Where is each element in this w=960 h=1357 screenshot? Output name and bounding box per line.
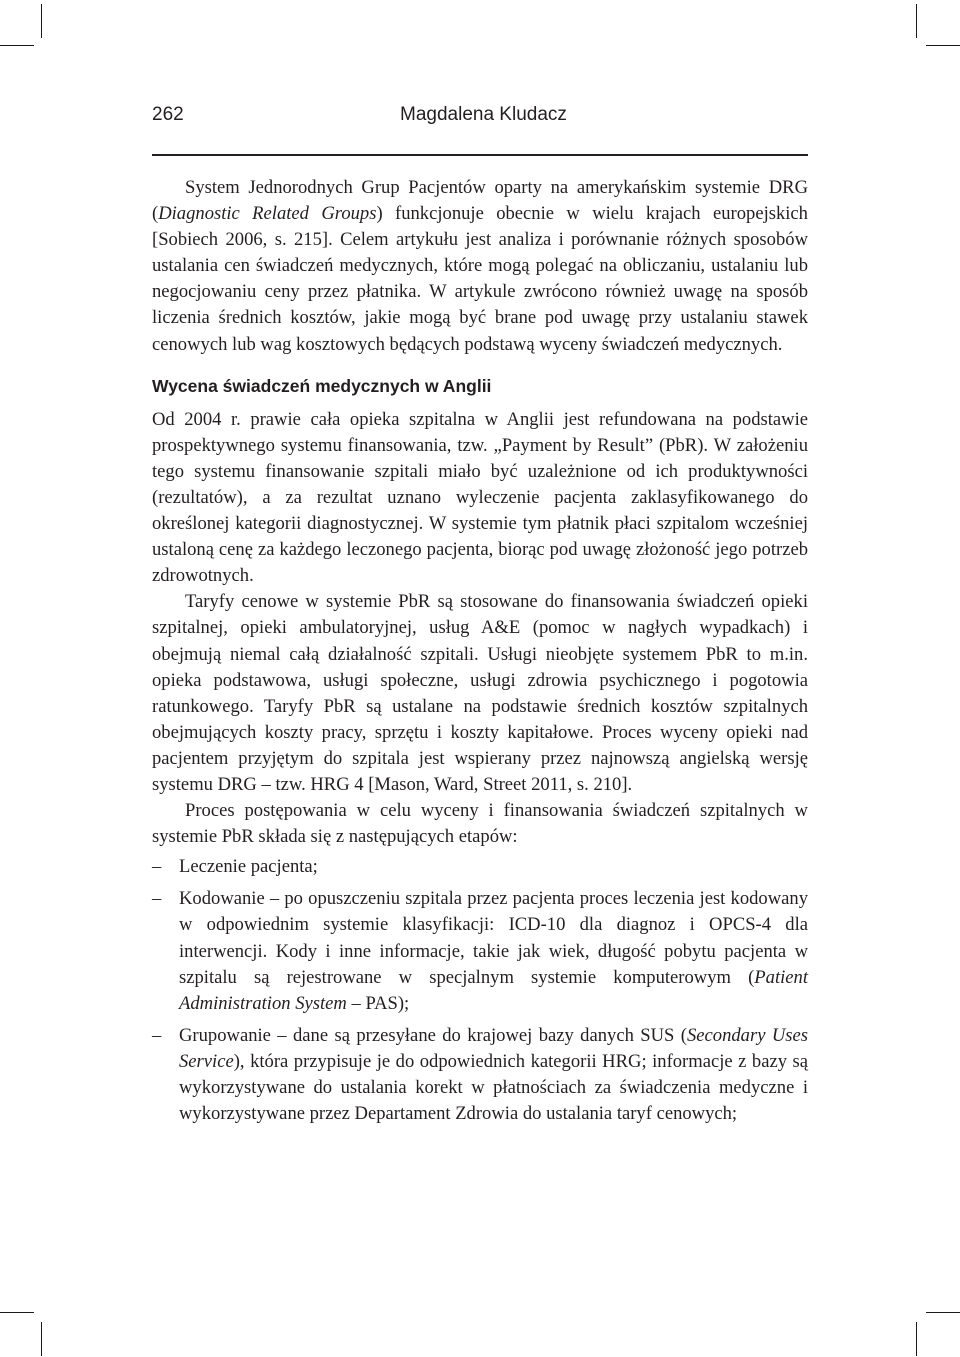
- crop-mark: [41, 1322, 42, 1356]
- text-run: System Jednorodnych Grup Pacjentów oparty na amerykańskim systemie DRG (: [152, 177, 808, 225]
- paragraph-process: Proces postępowania w celu wyceny i finansowania świadczeń szpitalnych w systemie PbR składa się z następujących etapów:: [152, 800, 808, 848]
- crop-mark: [916, 1322, 917, 1356]
- list-item-text: Kodowanie – po opuszczeniu szpitala przez pacjenta proces leczenia jest kodowany w odpowiednim systemie klasyfikacji: ICD-10 dla diagnoz i OPCS-4 dla interwencji. Kody i inne informacje, takie jak wiek, długość pobytu pacjenta w szpitalu są rejestrowane w specjalnym systemie komputerowym (: [179, 888, 808, 988]
- crop-mark: [916, 4, 917, 38]
- list-item: [152, 854, 808, 880]
- list-item: [152, 1023, 808, 1127]
- text-run: ) funkcjonuje obecnie w wielu krajach europejskich [Sobiech 2006, s. 215]. Celem artykułu jest analiza i porównanie różnych sposobów ustalania cen świadczeń medycznych, które mogą polegać na obliczaniu, ustalaniu lub negocjowaniu ceny przez płatnika. W artykule zwrócono również uwagę na sposób liczenia średnich kosztów, jakie mogą być brane pod uwagę przy ustalaniu stawek cenowych lub wag kosztowych będących podstawą wyceny świadczeń medycznych.: [152, 203, 808, 355]
- list-dash: –: [152, 856, 162, 878]
- text-run-italic: Diagnostic Related Groups: [158, 203, 377, 225]
- list-dash: –: [152, 888, 162, 910]
- running-head-author: Magdalena Kludacz: [400, 104, 567, 125]
- list-item-text: – PAS);: [346, 992, 410, 1014]
- crop-mark: [0, 45, 34, 46]
- page-body: [152, 175, 808, 1133]
- header-rule: [152, 154, 808, 156]
- page-header: [152, 104, 808, 134]
- process-steps-list: [152, 854, 808, 1127]
- page-number: 262: [152, 104, 184, 125]
- paragraph-pbr-intro: Od 2004 r. prawie cała opieka szpitalna w Anglii jest refundowana na podstawie prospektywnego systemu finansowania, tzw. „Payment by Result” (PbR). W założeniu tego systemu finansowanie szpitali miało być uzależnione od ich produktywności (rezultatów), a za rezultat uznano wyleczenie pacjenta zaklasyfikowanego do określonej kategorii diagnostycznej. W systemie tym płatnik płaci szpitalom wcześniej ustaloną cenę za każdego leczonego pacjenta, biorąc pod uwagę złożoność jego potrzeb zdrowotnych.: [152, 408, 808, 587]
- text-run-italic: Secondary Uses Service: [179, 1024, 808, 1072]
- paragraph-intro: [152, 175, 808, 358]
- list-dash: –: [152, 1024, 162, 1046]
- crop-mark: [926, 45, 960, 46]
- paragraph-tariffs: Taryfy cenowe w systemie PbR są stosowane do finansowania świadczeń opieki szpitalnej, opieki ambulatoryjnej, usług A&E (pomoc w nagłych wypadkach) i obejmują niemal całą działalność szpitali. Usługi nieobjęte systemem PbR to m.in. opieka podstawowa, usługi społeczne, usługi zdrowia psychicznego i pogotowia ratunkowego. Taryfy PbR są ustalane na podstawie średnich kosztów szpitalnych obejmujących koszty pracy, sprzętu i koszty kapitałowe. Proces wyceny opieki nad pacjentem przyjętym do szpitala jest wspierany przez najnowszą angielską wersję systemu DRG – tzw. HRG 4 [Mason, Ward, Street 2011, s. 210].: [152, 591, 808, 795]
- crop-mark: [926, 1312, 960, 1313]
- section-heading: Wycena świadczeń medycznych w Anglii: [152, 375, 492, 396]
- list-item-text: ), która przypisuje je do odpowiednich kategorii HRG; informacje z bazy są wykorzystywane do ustalania korekt w płatnościach za świadczenia medyczne i wykorzystywane przez Departament Zdrowia do ustalania taryf cenowych;: [179, 1050, 808, 1125]
- text-run-italic: Patient Administration System: [179, 966, 808, 1014]
- list-item: [152, 886, 808, 1016]
- crop-mark: [0, 1312, 34, 1313]
- list-item-text: Leczenie pacjenta;: [179, 856, 318, 878]
- list-item-text: Grupowanie – dane są przesyłane do krajowej bazy danych SUS (: [179, 1024, 687, 1046]
- crop-mark: [41, 4, 42, 38]
